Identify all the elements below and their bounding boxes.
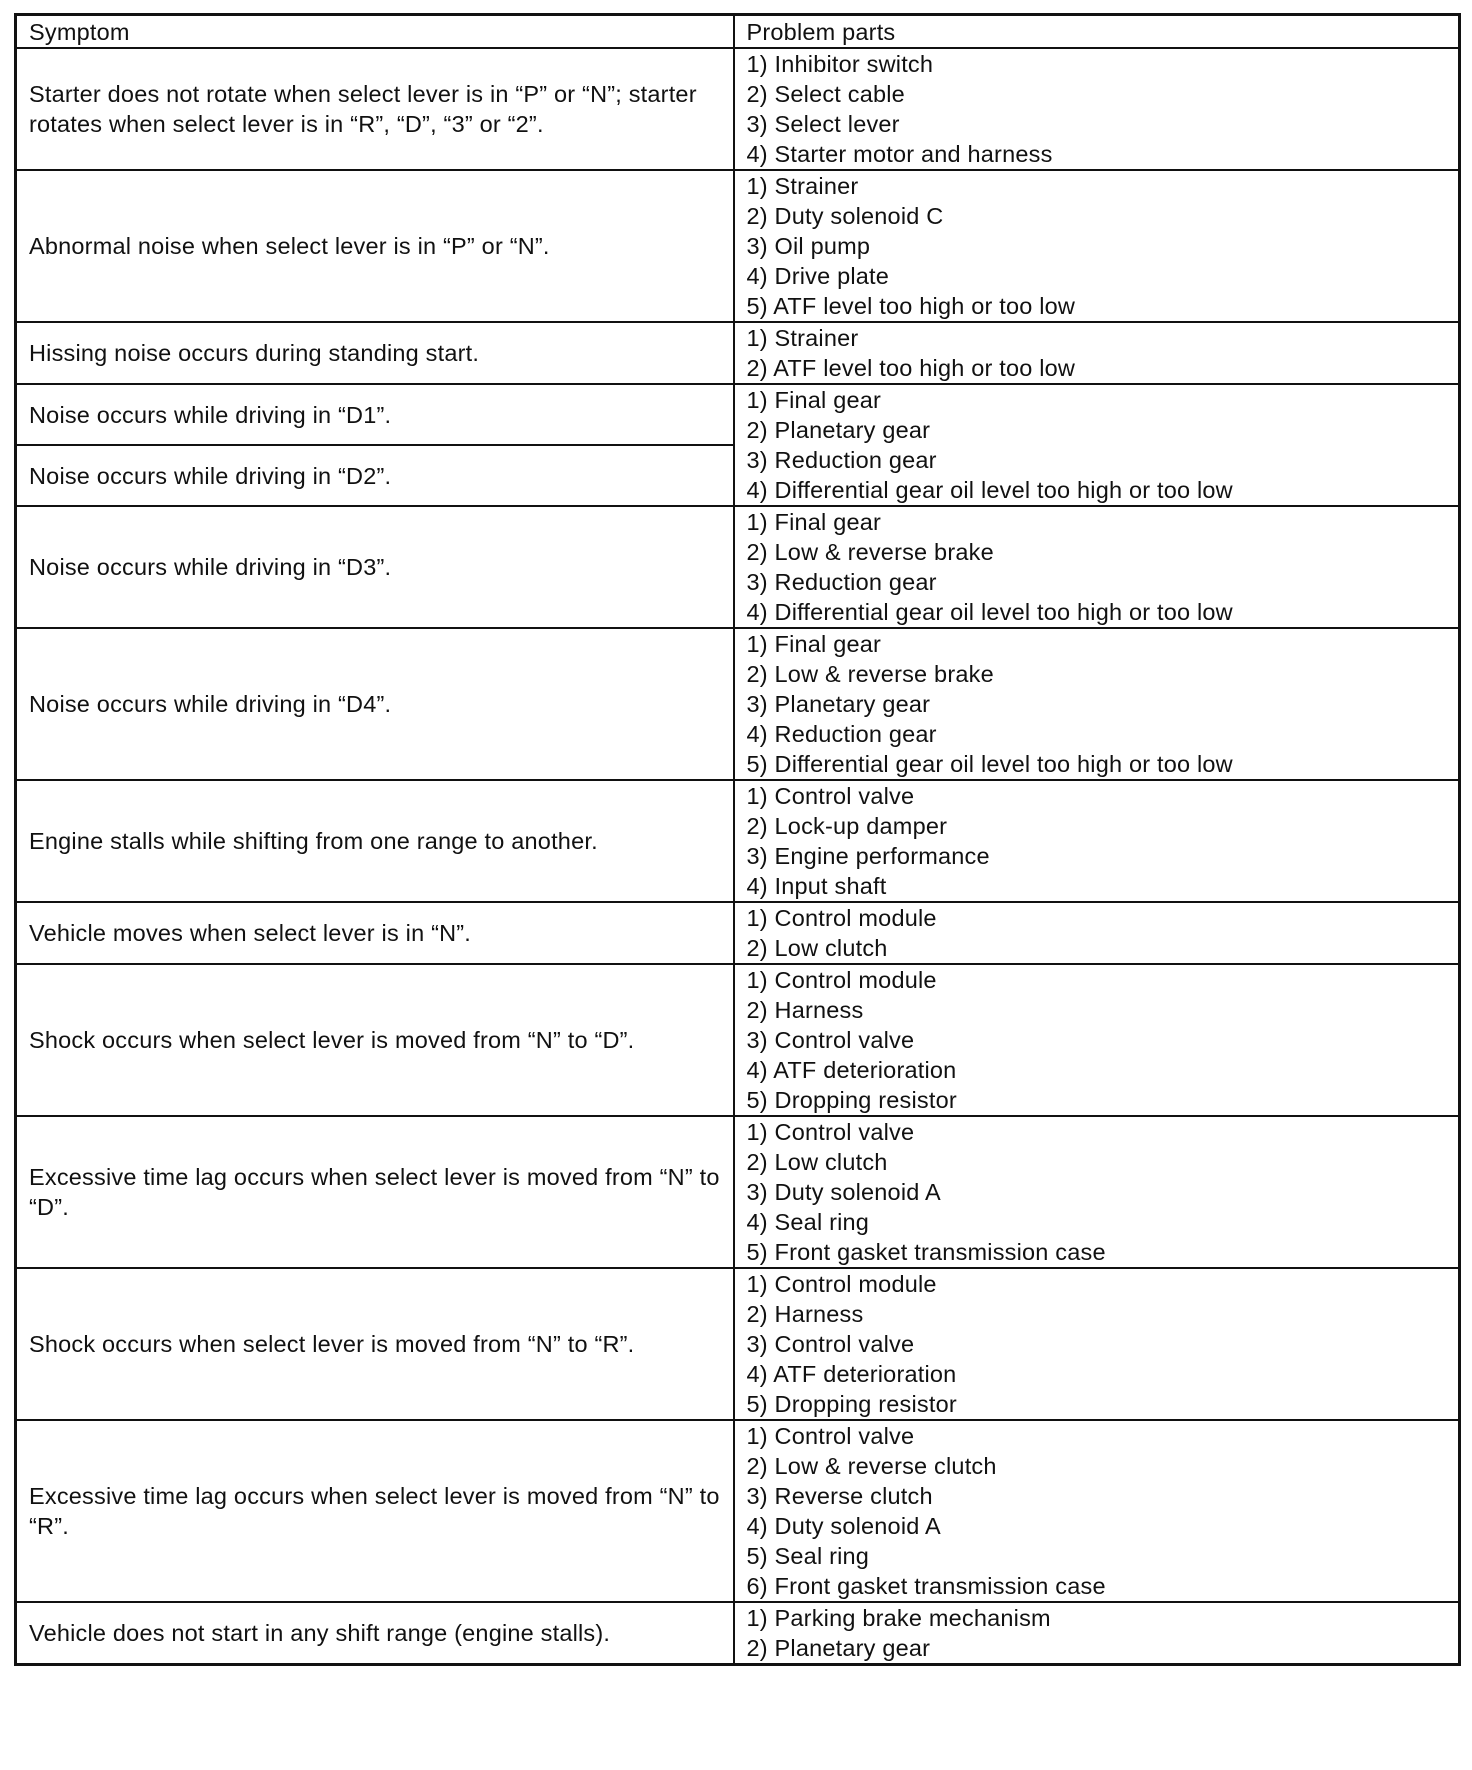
problem-part-item: 2) Harness [746,1301,864,1327]
table-row [16,384,1460,445]
table-row [16,506,1460,628]
symptom-cell: Starter does not rotate when select lever is in “P” or “N”; starter rotates when select lever is in “R”, “D”, “3” or “2”. [16,48,734,170]
problem-parts-cell [734,964,1460,1116]
problem-parts-cell [734,1268,1460,1420]
problem-part-item: 5) Dropping resistor [746,1087,957,1113]
problem-parts-cell [734,780,1460,902]
problem-part-item: 2) Low clutch [746,935,888,961]
problem-part-item: 1) Inhibitor switch [746,51,934,77]
problem-part-item: 1) Final gear [746,387,882,413]
problem-part-item: 2) ATF level too high or too low [746,355,1076,381]
problem-part-item: 3) Reduction gear [746,569,937,595]
problem-part-item: 2) Select cable [746,81,905,107]
problem-parts-cell [734,506,1460,628]
problem-part-item: 2) Duty solenoid C [746,203,944,229]
problem-part-item: 2) Lock-up damper [746,813,948,839]
problem-part-item: 5) Differential gear oil level too high or too low [746,751,1233,777]
problem-part-item: 1) Control valve [746,783,915,809]
problem-parts-cell [734,902,1460,964]
problem-part-item: 2) Low & reverse brake [746,661,994,687]
problem-part-item: 3) Reverse clutch [746,1483,933,1509]
problem-part-item: 1) Control module [746,905,937,931]
table-row [16,780,1460,902]
table-row [16,1420,1460,1602]
problem-part-item: 5) Front gasket transmission case [746,1239,1106,1265]
problem-part-item: 3) Control valve [746,1331,915,1357]
problem-part-item: 3) Select lever [746,111,900,137]
symptom-cell: Hissing noise occurs during standing start. [16,322,734,384]
problem-parts-cell [734,48,1460,170]
symptom-cell: Vehicle does not start in any shift range (engine stalls). [16,1602,734,1665]
symptom-cell: Shock occurs when select lever is moved from “N” to “R”. [16,1268,734,1420]
table-row [16,902,1460,964]
problem-parts-cell [734,1602,1460,1665]
problem-part-item: 3) Engine performance [746,843,990,869]
symptom-cell: Abnormal noise when select lever is in “P” or “N”. [16,170,734,322]
problem-part-item: 1) Control valve [746,1423,915,1449]
problem-part-item: 4) Starter motor and harness [746,141,1053,167]
table-row [16,1602,1460,1665]
symptom-cell: Excessive time lag occurs when select lever is moved from “N” to “D”. [16,1116,734,1268]
problem-parts-cell [734,170,1460,322]
problem-part-item: 2) Harness [746,997,864,1023]
problem-part-item: 2) Planetary gear [746,1635,931,1661]
table-row [16,322,1460,384]
table-row [16,48,1460,170]
header-symptom: Symptom [16,15,734,49]
problem-parts-cell [734,1116,1460,1268]
problem-part-item: 6) Front gasket transmission case [746,1573,1106,1599]
symptom-cell: Engine stalls while shifting from one range to another. [16,780,734,902]
problem-part-item: 1) Control module [746,1271,937,1297]
symptom-cell: Vehicle moves when select lever is in “N”. [16,902,734,964]
problem-part-item: 5) Dropping resistor [746,1391,957,1417]
problem-part-item: 5) ATF level too high or too low [746,293,1076,319]
symptom-cell: Noise occurs while driving in “D2”. [16,445,734,506]
problem-parts-cell [734,322,1460,384]
problem-part-item: 3) Control valve [746,1027,915,1053]
problem-part-item: 1) Control module [746,967,937,993]
problem-part-item: 5) Seal ring [746,1543,870,1569]
problem-part-item: 4) Duty solenoid A [746,1513,941,1539]
symptom-cell: Shock occurs when select lever is moved from “N” to “D”. [16,964,734,1116]
problem-part-item: 3) Oil pump [746,233,871,259]
table-row [16,964,1460,1116]
header-problem-parts: Problem parts [734,15,1460,49]
problem-part-item: 4) Reduction gear [746,721,937,747]
symptom-cell: Noise occurs while driving in “D4”. [16,628,734,780]
symptom-table [14,13,1461,1666]
table-row [16,628,1460,780]
problem-parts-cell [734,384,1460,506]
header-row [16,15,1460,49]
problem-part-item: 1) Parking brake mechanism [746,1605,1051,1631]
problem-part-item: 4) ATF deterioration [746,1057,957,1083]
problem-parts-cell [734,628,1460,780]
problem-part-item: 1) Control valve [746,1119,915,1145]
problem-part-item: 3) Planetary gear [746,691,931,717]
problem-part-item: 2) Low clutch [746,1149,888,1175]
symptom-cell: Noise occurs while driving in “D1”. [16,384,734,445]
table-body [16,15,1460,1665]
problem-part-item: 1) Final gear [746,509,882,535]
table-row [16,1268,1460,1420]
problem-part-item: 4) Input shaft [746,873,887,899]
problem-part-item: 4) ATF deterioration [746,1361,957,1387]
problem-part-item: 2) Planetary gear [746,417,931,443]
problem-part-item: 4) Seal ring [746,1209,870,1235]
symptom-cell: Excessive time lag occurs when select lever is moved from “N” to “R”. [16,1420,734,1602]
table-row [16,170,1460,322]
problem-part-item: 4) Drive plate [746,263,890,289]
problem-part-item: 1) Strainer [746,173,859,199]
problem-part-item: 1) Final gear [746,631,882,657]
problem-part-item: 2) Low & reverse clutch [746,1453,997,1479]
problem-parts-cell [734,1420,1460,1602]
problem-part-item: 2) Low & reverse brake [746,539,994,565]
problem-part-item: 1) Strainer [746,325,859,351]
table-row [16,1116,1460,1268]
problem-part-item: 4) Differential gear oil level too high or too low [746,477,1233,503]
problem-part-item: 3) Reduction gear [746,447,937,473]
problem-part-item: 4) Differential gear oil level too high or too low [746,599,1233,625]
problem-part-item: 3) Duty solenoid A [746,1179,941,1205]
symptom-cell: Noise occurs while driving in “D3”. [16,506,734,628]
